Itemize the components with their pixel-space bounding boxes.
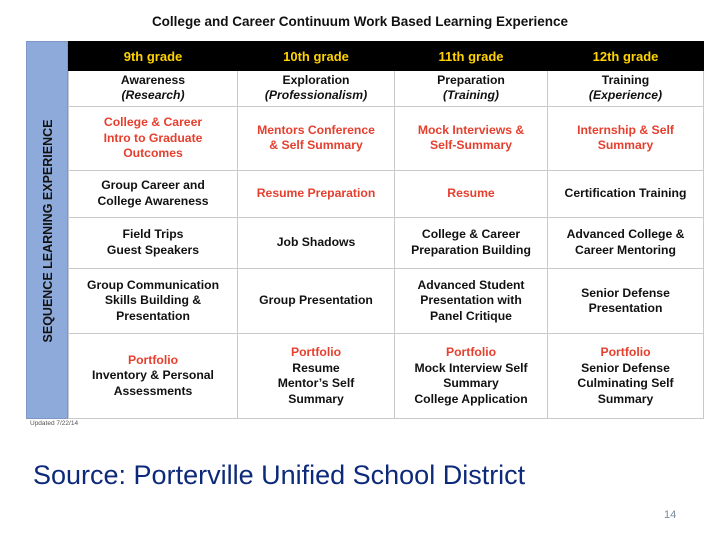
cell-text-line: Presentation <box>116 308 190 323</box>
column-header: 12th grade <box>548 42 704 71</box>
table-row <box>69 268 704 333</box>
table-row <box>69 71 704 107</box>
cell-text-line: Assessments <box>113 383 193 398</box>
cell-text-line: Exploration <box>282 72 350 87</box>
cell-text-line: & Self Summary <box>269 138 363 153</box>
cell-text-line: Summary <box>288 391 344 406</box>
cell-text-line: Presentation with <box>420 293 522 308</box>
table-cell <box>395 217 548 268</box>
cell-text-line: Group Career and <box>101 178 205 193</box>
cell-text-line: College Application <box>414 391 528 406</box>
cell-text-line: Group Presentation <box>259 293 373 308</box>
column-header: 9th grade <box>69 42 238 71</box>
cell-text-line: (Professionalism) <box>264 88 368 103</box>
cell-text-line: Advanced Student <box>417 277 525 292</box>
table-cell <box>238 171 395 218</box>
cell-text-line: Field Trips <box>122 227 184 242</box>
cell-text-line: Mock Interview Self <box>414 360 528 375</box>
cell-text-line: Guest Speakers <box>106 242 200 257</box>
table-cell <box>395 71 548 107</box>
table-cell <box>238 268 395 333</box>
cell-text-line: Portfolio <box>290 345 342 360</box>
cell-text-line: Presentation <box>588 301 663 316</box>
cell-text-line: Skills Building & <box>104 293 202 308</box>
table-cell <box>69 106 238 170</box>
cell-text-line: (Experience) <box>588 88 663 103</box>
cell-text-line: Portfolio <box>445 345 497 360</box>
column-header: 11th grade <box>395 42 548 71</box>
cell-text-line: Resume Preparation <box>256 186 376 201</box>
table-cell <box>395 268 548 333</box>
table-cell <box>69 268 238 333</box>
page-number: 14 <box>664 509 677 521</box>
cell-text-line: Senior Defense <box>581 360 670 375</box>
cell-text-line: Certification Training <box>564 186 687 201</box>
table-cell <box>238 334 395 419</box>
updated-note: Updated 7/22/14 <box>30 420 79 427</box>
cell-text-line: Outcomes <box>123 146 183 161</box>
cell-text-line: Intro to Graduate <box>103 130 203 145</box>
column-header: 10th grade <box>238 42 395 71</box>
table-row <box>69 171 704 218</box>
table-cell <box>548 334 704 419</box>
cell-text-line: Group Communication <box>86 277 220 292</box>
cell-text-line: Mentors Conference <box>257 122 375 137</box>
table-cell <box>548 171 704 218</box>
cell-text-line: College Awareness <box>97 193 209 208</box>
cell-text-line: Culminating Self <box>577 376 674 391</box>
cell-text-line: Job Shadows <box>276 235 356 250</box>
cell-text-line: Resume <box>447 186 495 201</box>
cell-text-line: Panel Critique <box>430 308 512 323</box>
table-cell <box>69 171 238 218</box>
table-cell <box>69 217 238 268</box>
cell-text-line: Preparation <box>437 72 505 87</box>
table-cell <box>548 106 704 170</box>
cell-text-line: Resume <box>292 360 340 375</box>
cell-text-line: Portfolio <box>600 345 651 360</box>
table-cell <box>69 334 238 419</box>
table-cell <box>238 217 395 268</box>
cell-text-line: Portfolio <box>127 352 179 367</box>
cell-text-line: Preparation Building <box>411 242 531 257</box>
cell-text-line: Training <box>601 72 650 87</box>
cell-text-line: Senior Defense <box>581 285 670 300</box>
table-cell <box>548 71 704 107</box>
cell-text-line: Career Mentoring <box>575 242 676 257</box>
table-row <box>69 106 704 170</box>
table-cell <box>548 268 704 333</box>
cell-text-line: (Research) <box>121 88 185 103</box>
cell-text-line: College & Career <box>421 227 521 242</box>
page-title: College and Career Continuum Work Based Learning Experience <box>151 14 569 29</box>
cell-text-line: Self-Summary <box>430 138 512 153</box>
table-cell <box>69 71 238 107</box>
cell-text-line: Summary <box>597 138 654 153</box>
source-caption: Source: Porterville Unified School District <box>33 460 526 490</box>
table-row <box>69 217 704 268</box>
header-row <box>69 42 704 71</box>
table-cell <box>238 71 395 107</box>
cell-text-line: Mock Interviews & <box>417 122 525 137</box>
cell-text-line: (Training) <box>443 88 499 103</box>
cell-text-line: Summary <box>443 376 499 391</box>
cell-text-line: Inventory & Personal <box>92 368 214 383</box>
table-cell <box>395 171 548 218</box>
table-cell <box>395 106 548 170</box>
cell-text-line: Internship & Self <box>577 122 674 137</box>
cell-text-line: College & Career <box>103 115 203 130</box>
cell-text-line: Summary <box>597 391 654 406</box>
cell-text-line: Mentor’s Self <box>277 376 355 391</box>
side-label: SEQUENCE LEARNING EXPERIENCE <box>41 119 55 343</box>
cell-text-line: Awareness <box>120 72 186 87</box>
table-cell <box>548 217 704 268</box>
side-label-bar <box>26 41 68 419</box>
table-cell <box>238 106 395 170</box>
table-cell <box>395 334 548 419</box>
continuum-table <box>68 41 704 419</box>
table-row <box>69 334 704 419</box>
cell-text-line: Advanced College & <box>566 227 685 242</box>
